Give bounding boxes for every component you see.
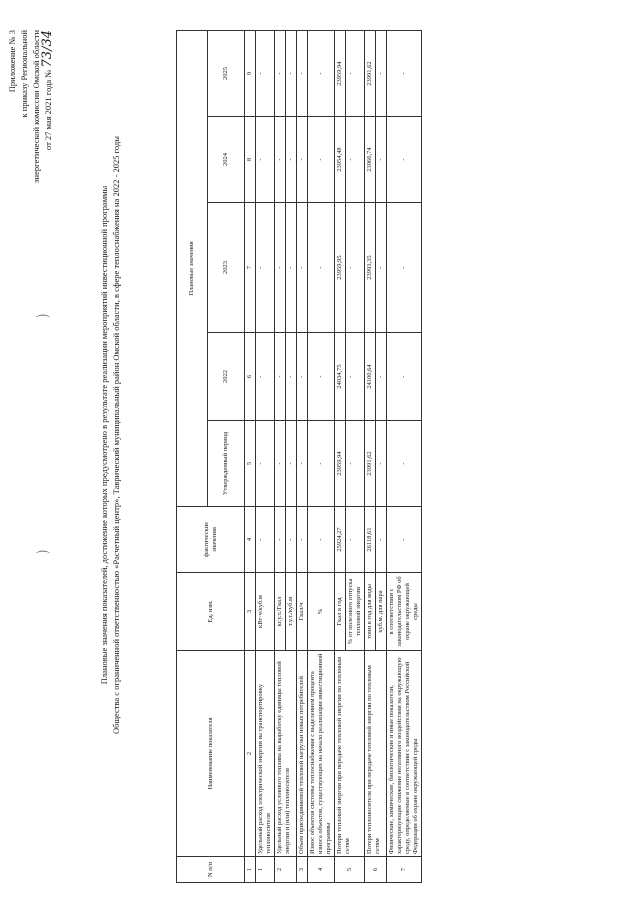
row-value: - xyxy=(308,31,335,117)
row-unit: т.у.т./куб.м xyxy=(286,573,297,651)
table-row xyxy=(297,31,308,883)
row-value: - xyxy=(387,203,422,333)
header-2022: 2022 xyxy=(208,333,245,421)
col-number: 2 xyxy=(245,651,256,857)
row-value: - xyxy=(308,507,335,573)
title-line-2: Общества с ограниченной ответственностью «Расчетный центр», Таврический муниципальный район Омской области, в сфере теплоснабжения на 2022 - 2025 годы xyxy=(111,136,121,734)
row-num: 2 xyxy=(275,857,297,883)
row-value: - xyxy=(376,421,387,507)
row-value: 23959,94 xyxy=(335,31,346,117)
row-value: 23954,48 xyxy=(335,117,346,203)
row-value: - xyxy=(286,31,297,117)
row-value: - xyxy=(308,117,335,203)
row-value: - xyxy=(346,117,365,203)
row-unit: куб.м. для пара xyxy=(376,573,387,651)
row-name: Потери тепловой энергии при передаче тепловой энергии по тепловым сетям xyxy=(335,651,365,857)
row-unit: в соответствии с законодательством РФ об охране окружающей среды xyxy=(387,573,422,651)
row-name: Потери теплоносителя при передаче тепловой энергии по тепловым сетям xyxy=(365,651,387,857)
row-value: - xyxy=(275,421,286,507)
row-value: - xyxy=(275,117,286,203)
row-value: - xyxy=(286,117,297,203)
col-number: 5 xyxy=(245,421,256,507)
row-value: 23993,35 xyxy=(365,203,376,333)
header-planned-group: Плановые значения xyxy=(177,31,208,507)
row-num: 3 xyxy=(297,857,308,883)
row-value: - xyxy=(297,333,308,421)
row-name: Физические, химические, биологические и иные показатели, характеризующие снижение негативного воздействия на окружающую среду, определяемые в соответствии с законодательством Российской Федерации об охране окружающей среды xyxy=(387,651,422,857)
header-actual: фактические значения xyxy=(177,507,245,573)
row-value: - xyxy=(256,117,275,203)
column-number-row xyxy=(245,31,256,883)
header-2025: 2025 xyxy=(208,31,245,117)
row-unit: тонн в год для воды xyxy=(365,573,376,651)
header-unit: Ед. изм. xyxy=(177,573,245,651)
appendix-date: от 27 мая 2021 года № xyxy=(43,69,53,151)
row-unit: кВт·ч/куб.м xyxy=(256,573,275,651)
row-value: 23966,74 xyxy=(365,117,376,203)
row-value: - xyxy=(308,333,335,421)
row-unit: % от полезного отпуска тепловой энергии xyxy=(346,573,365,651)
table-row xyxy=(275,31,286,883)
header-num: N п/п xyxy=(177,857,245,883)
row-value: - xyxy=(346,507,365,573)
title-line-1: Плановые значения показателей, достижение которых предусмотрено в результате реализации мероприятий инвестиционной программы xyxy=(99,185,109,685)
row-value: - xyxy=(387,117,422,203)
row-value: - xyxy=(256,507,275,573)
row-value: - xyxy=(275,507,286,573)
row-value: - xyxy=(256,333,275,421)
row-value: - xyxy=(376,117,387,203)
row-value: - xyxy=(376,333,387,421)
row-value: - xyxy=(275,333,286,421)
row-value: - xyxy=(297,421,308,507)
table-row xyxy=(365,31,376,883)
row-value: 23959,95 xyxy=(335,203,346,333)
table-row xyxy=(335,31,346,883)
row-value: - xyxy=(256,31,275,117)
row-value: - xyxy=(387,421,422,507)
table-row xyxy=(256,31,275,883)
table-row xyxy=(308,31,335,883)
row-num: 1 xyxy=(256,857,275,883)
row-value: - xyxy=(376,31,387,117)
col-number: 9 xyxy=(245,31,256,117)
col-number: 1 xyxy=(245,857,256,883)
appendix-line-3: энергетической комиссии Омской области xyxy=(31,30,41,184)
row-value: - xyxy=(297,203,308,333)
row-value: 26118,61 xyxy=(365,507,376,573)
row-name: Объем присоединяемой тепловой нагрузки новых потребителей xyxy=(297,651,308,857)
col-number: 8 xyxy=(245,117,256,203)
row-value: - xyxy=(286,203,297,333)
row-name: Удельный расход электрической энергии на транспортировку теплоносителя xyxy=(256,651,275,857)
row-value: - xyxy=(256,421,275,507)
header-2024: 2024 xyxy=(208,117,245,203)
row-value: - xyxy=(387,333,422,421)
appendix-block xyxy=(6,30,54,183)
col-number: 3 xyxy=(245,573,256,651)
row-value: - xyxy=(297,117,308,203)
order-number: 73/34 xyxy=(40,30,55,68)
row-value: - xyxy=(286,507,297,573)
appendix-line-1: Приложение № 3 xyxy=(7,30,17,93)
header-row-1 xyxy=(177,31,208,883)
row-num: 4 xyxy=(308,857,335,883)
row-value: 23959,94 xyxy=(335,421,346,507)
row-num: 6 xyxy=(365,857,387,883)
indicators-table xyxy=(176,30,422,883)
header-approved: Утвержденный период xyxy=(208,421,245,507)
row-value: - xyxy=(275,203,286,333)
row-value: - xyxy=(297,507,308,573)
row-value: - xyxy=(297,31,308,117)
row-value: - xyxy=(308,421,335,507)
appendix-line-4 xyxy=(42,30,54,183)
document-title xyxy=(98,85,122,785)
scan-mark: ⌒ xyxy=(36,316,50,331)
row-num: 5 xyxy=(335,857,365,883)
row-value: 23991,62 xyxy=(365,31,376,117)
row-value: - xyxy=(275,31,286,117)
appendix-line-2: к приказу Региональной xyxy=(19,30,29,118)
header-name: Наименование показателя xyxy=(177,651,245,857)
row-name: Износ объектов системы теплоснабжения с выделением процента износа объектов, существующих на начало реализации инвестиционной программы xyxy=(308,651,335,857)
col-number: 6 xyxy=(245,333,256,421)
row-value: - xyxy=(387,507,422,573)
row-value: - xyxy=(256,203,275,333)
row-value: 24100,64 xyxy=(365,333,376,421)
row-unit: % xyxy=(308,573,335,651)
row-value: - xyxy=(286,333,297,421)
row-num: 7 xyxy=(387,857,422,883)
row-value: - xyxy=(376,507,387,573)
row-unit: Гкал/ч xyxy=(297,573,308,651)
scan-mark: ⌒ xyxy=(36,552,50,567)
row-value: - xyxy=(308,203,335,333)
row-unit: Гкал в год xyxy=(335,573,346,651)
row-unit: кг.у.т./Гкал xyxy=(275,573,286,651)
row-name: Удельный расход условного топлива на выработку единицы тепловой энергии и (или) теплоносителя xyxy=(275,651,297,857)
row-value: - xyxy=(376,203,387,333)
row-value: - xyxy=(286,421,297,507)
col-number: 7 xyxy=(245,203,256,333)
table-row xyxy=(387,31,422,883)
header-2023: 2023 xyxy=(208,203,245,333)
row-value: 25924,27 xyxy=(335,507,346,573)
row-value: - xyxy=(346,203,365,333)
row-value: 23991,62 xyxy=(365,421,376,507)
col-number: 4 xyxy=(245,507,256,573)
row-value: - xyxy=(387,31,422,117)
row-value: - xyxy=(346,421,365,507)
row-value: 24034,75 xyxy=(335,333,346,421)
row-value: - xyxy=(346,333,365,421)
row-value: - xyxy=(346,31,365,117)
